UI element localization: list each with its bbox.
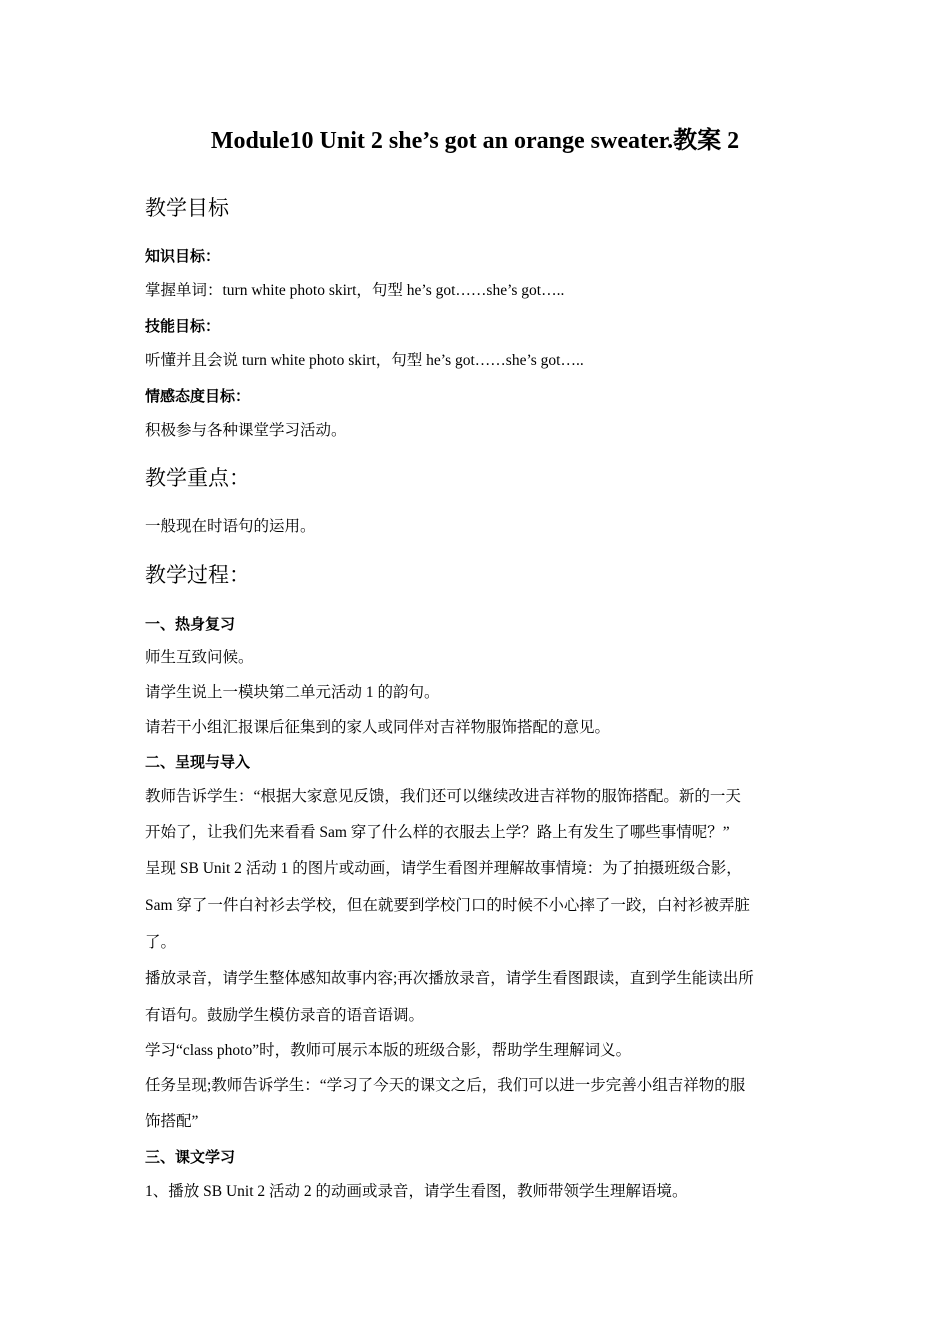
- knowledge-objective-text: 掌握单词：turn white photo skirt，句型 he’s got……she’s got…..: [145, 282, 565, 299]
- step2-paragraph-line: 呈现 SB Unit 2 活动 1 的图片或动画，请学生看图并理解故事情境：为了拍摄班级合影，: [145, 860, 742, 877]
- document-title: Module10 Unit 2 she’s got an orange sweater.教案 2: [210, 128, 740, 154]
- step2-paragraph-line: 学习“class photo”时，教师可展示本版的班级合影，帮助学生理解词义。: [145, 1042, 632, 1059]
- step2-paragraph-line: 任务呈现;教师告诉学生：“学习了今天的课文之后，我们可以进一步完善小组吉祥物的服: [145, 1077, 746, 1094]
- step2-paragraph-line: Sam 穿了一件白衬衫去学校，但在就要到学校门口的时候不小心摔了一跤，白衬衫被弄脏: [145, 897, 750, 914]
- skill-objective-label: 技能目标：: [145, 317, 221, 335]
- step1-label: 一、热身复习: [145, 615, 236, 633]
- step1-line: 请学生说上一模块第二单元活动 1 的韵句。: [145, 684, 440, 701]
- key-points-text: 一般现在时语句的运用。: [145, 518, 316, 535]
- step2-paragraph-line: 教师告诉学生：“根据大家意见反馈，我们还可以继续改进吉祥物的服饰搭配。新的一天: [145, 788, 741, 805]
- knowledge-objective-label: 知识目标：: [145, 247, 221, 265]
- objectives-heading: 教学目标: [145, 196, 229, 220]
- step2-paragraph-line: 播放录音，请学生整体感知故事内容;再次播放录音，请学生看图跟读，直到学生能读出所: [145, 970, 754, 987]
- skill-objective-text: 听懂并且会说 turn white photo skirt，句型 he’s got……she’s got…..: [145, 352, 584, 369]
- step2-label: 二、呈现与导入: [145, 753, 251, 771]
- emotion-objective-text: 积极参与各种课堂学习活动。: [145, 422, 347, 439]
- step2-paragraph-line: 饰搭配”: [145, 1113, 199, 1130]
- step3-label: 三、课文学习: [145, 1148, 236, 1166]
- step2-paragraph-line: 开始了，让我们先来看看 Sam 穿了什么样的衣服去上学？路上有发生了哪些事情呢？”: [145, 824, 730, 841]
- process-heading: 教学过程：: [145, 563, 250, 587]
- step2-paragraph-line: 有语句。鼓励学生模仿录音的语音语调。: [145, 1007, 425, 1024]
- step1-line: 请若干小组汇报课后征集到的家人或同伴对吉祥物服饰搭配的意见。: [145, 719, 611, 736]
- emotion-objective-label: 情感态度目标：: [145, 387, 251, 405]
- key-points-heading: 教学重点：: [145, 466, 250, 490]
- step2-paragraph-line: 了。: [145, 934, 177, 951]
- step1-line: 师生互致问候。: [145, 649, 254, 666]
- step3-paragraph-line: 1、播放 SB Unit 2 活动 2 的动画或录音，请学生看图，教师带领学生理解语境。: [145, 1183, 688, 1200]
